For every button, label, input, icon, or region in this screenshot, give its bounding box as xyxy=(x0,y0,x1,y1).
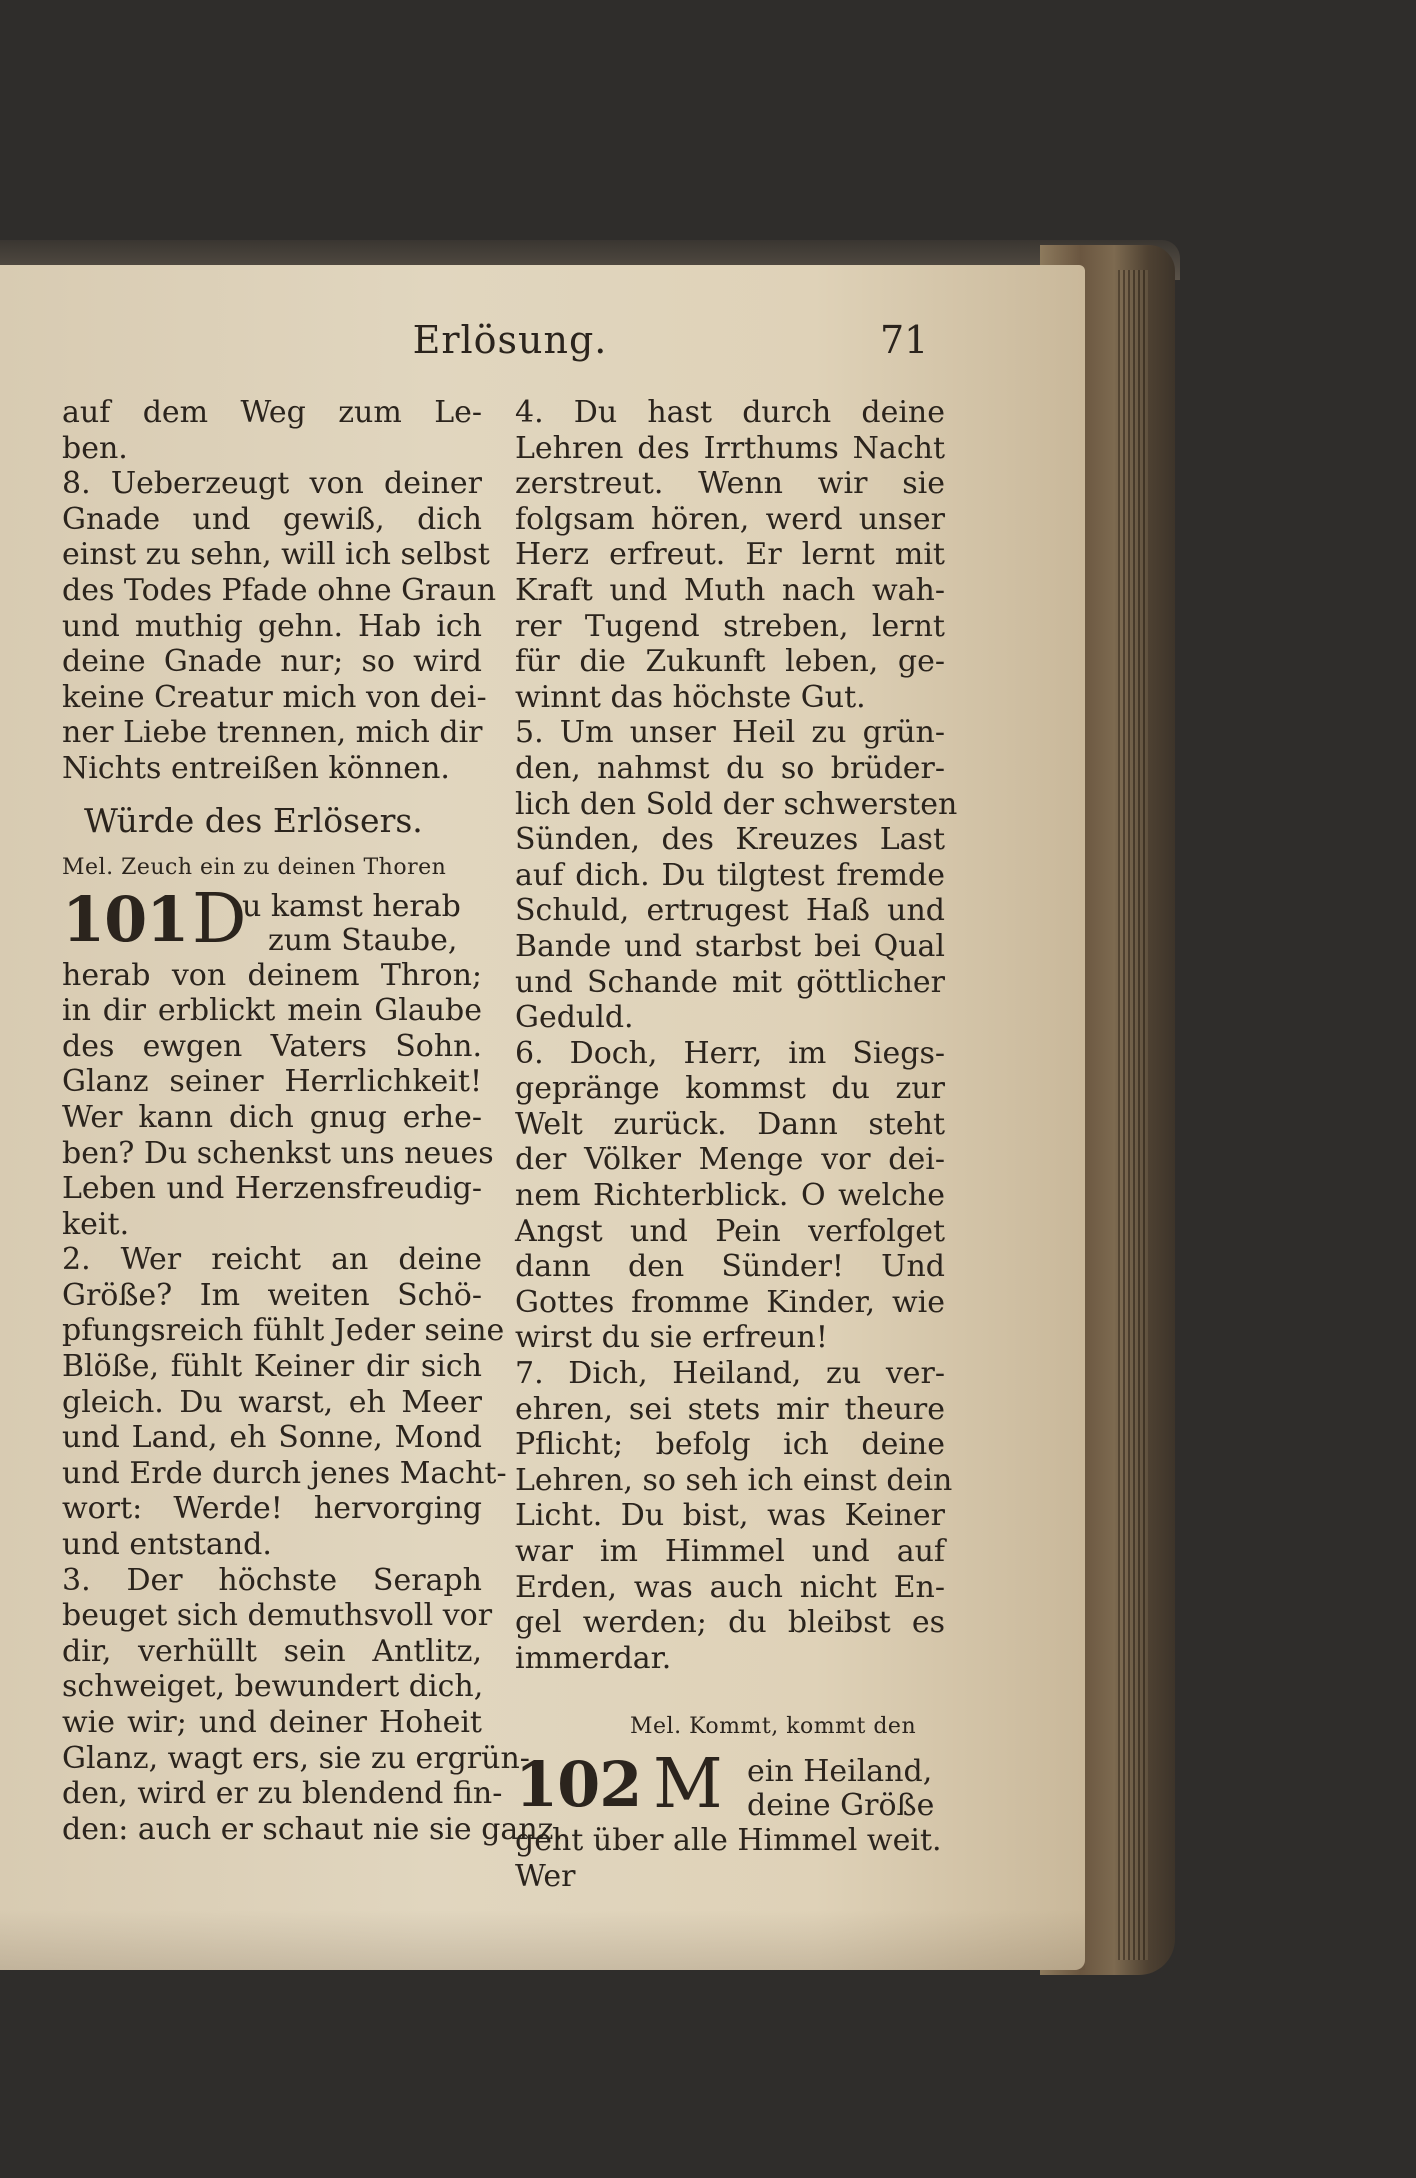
verse-5 xyxy=(515,715,958,1036)
text-line: gleich. Du warst, eh Meer xyxy=(62,1384,482,1420)
text-line: Pflicht; befolg ich deine xyxy=(515,1427,945,1463)
text-line: dann den Sünder! Und xyxy=(515,1249,945,1285)
text-line: pfungsreich fühlt Jeder seine xyxy=(62,1313,505,1349)
verse-2 xyxy=(62,1242,507,1563)
text-line: nem Richterblick. O welche xyxy=(515,1178,945,1214)
text-line: keine Creatur mich von dei- xyxy=(62,679,487,715)
verse-8 xyxy=(62,466,497,786)
running-header: Erlösung. xyxy=(412,318,608,362)
text-line: Schuld, ertrugest Haß und xyxy=(515,893,945,929)
text-line: 4. Du hast durch deine xyxy=(515,395,945,430)
right-column xyxy=(515,395,958,1895)
text-line: Welt zurück. Dann steht xyxy=(515,1106,945,1142)
verse-7 xyxy=(515,1356,953,1676)
catchword: Wer xyxy=(515,1858,576,1894)
text-line: Größe? Im weiten Schö- xyxy=(62,1277,482,1313)
verse-6 xyxy=(515,1036,945,1356)
text-line: herab von deinem Thron; xyxy=(62,957,482,993)
text-line: Leben und Herzensfreudig- xyxy=(62,1171,482,1207)
hymn-number: 102 xyxy=(515,1748,642,1822)
text-line: ner Liebe trennen, mich dir xyxy=(62,715,483,751)
hymn-101-start xyxy=(62,879,482,959)
text-line: Kraft und Muth nach wah- xyxy=(515,572,945,608)
text-line: deine Gnade nur; so wird xyxy=(62,644,482,680)
text-line: Gnade und gewiß, dich xyxy=(62,501,482,537)
text-line: ben. xyxy=(62,430,128,466)
text-line: und Erde durch jenes Macht- xyxy=(62,1455,507,1491)
text-line: der Völker Menge vor dei- xyxy=(515,1142,945,1178)
text-line: Blöße, fühlt Keiner dir sich xyxy=(62,1349,482,1385)
text-line: schweiget, bewundert dich, xyxy=(62,1669,484,1705)
text-line: gepränge kommst du zur xyxy=(515,1071,945,1107)
text-line: Sünden, des Kreuzes Last xyxy=(515,822,945,858)
text-line: 7. Dich, Heiland, zu ver- xyxy=(515,1356,945,1392)
text-line: für die Zukunft leben, ge- xyxy=(515,644,945,680)
text-line: 8. Ueberzeugt von deiner xyxy=(62,466,482,502)
verse-4 xyxy=(515,395,945,715)
text-line: keit. xyxy=(62,1206,130,1242)
text-line: den, nahmst du so brüder- xyxy=(515,750,945,786)
text-line: Geduld. xyxy=(515,1000,634,1036)
text-line: Nichts entreißen können. xyxy=(62,750,450,786)
text-line: wie wir; und deiner Hoheit xyxy=(62,1705,482,1740)
page-number: 71 xyxy=(880,318,929,362)
text-line: und muthig gehn. Hab ich xyxy=(62,608,482,644)
text-line: dir, verhüllt sein Antlitz, xyxy=(62,1633,482,1669)
text-line: beuget sich demuthsvoll vor xyxy=(62,1598,493,1634)
text-line: einst zu sehn, will ich selbst xyxy=(62,537,490,573)
text-line: Angst und Pein verfolget xyxy=(515,1213,945,1249)
text-line: des ewgen Vaters Sohn. xyxy=(62,1028,482,1064)
text-line: folgsam hören, werd unser xyxy=(515,501,945,537)
hymn-102-start xyxy=(515,1745,945,1825)
left-column xyxy=(62,395,563,1847)
text-line: 2. Wer reicht an deine xyxy=(62,1242,482,1278)
text-line: 5. Um unser Heil zu grün- xyxy=(515,715,945,751)
text-line: Lehren des Irrthums Nacht xyxy=(515,430,945,466)
hymn-second-line: zum Staube, xyxy=(268,922,458,958)
text-line: Erden, was auch nicht En- xyxy=(515,1569,945,1605)
text-line: geht über alle Himmel weit. xyxy=(515,1823,942,1859)
text-line: und Schande mit göttlicher xyxy=(515,964,945,1000)
text-line: winnt das höchste Gut. xyxy=(515,679,866,715)
text-line: Lehren, so seh ich einst dein xyxy=(515,1462,953,1498)
text-line: Glanz seiner Herrlichkeit! xyxy=(62,1064,482,1100)
drop-cap-initial: D xyxy=(192,879,247,959)
section-title: Würde des Erlösers. xyxy=(84,800,423,840)
text-line: zerstreut. Wenn wir sie xyxy=(515,466,945,502)
text-line: war im Himmel und auf xyxy=(515,1534,945,1569)
text-line: 3. Der höchste Seraph xyxy=(62,1562,482,1598)
text-line: Licht. Du bist, was Keiner xyxy=(515,1498,945,1534)
text-line: Bande und starbst bei Qual xyxy=(515,928,945,964)
drop-cap-initial: M xyxy=(653,1745,723,1825)
hymn-first-line: u kamst herab xyxy=(242,888,461,924)
text-line: und Land, eh Sonne, Mond xyxy=(62,1420,482,1456)
text-line: auf dich. Du tilgtest fremde xyxy=(515,857,945,893)
text-line: und entstand. xyxy=(62,1527,272,1563)
text-line: 6. Doch, Herr, im Siegs- xyxy=(515,1035,945,1071)
text-line: immerdar. xyxy=(515,1640,672,1676)
hymn-second-line: deine Größe xyxy=(747,1788,935,1824)
text-line: wirst du sie erfreun! xyxy=(515,1320,828,1356)
text-line: Wer kann dich gnug erhe- xyxy=(62,1099,482,1135)
melody-note: Mel. Zeuch ein zu deinen Thoren xyxy=(62,854,447,880)
intro-lines xyxy=(62,395,482,466)
text-line: Gottes fromme Kinder, wie xyxy=(515,1284,945,1320)
text-line: auf dem Weg zum Le- xyxy=(62,395,482,430)
text-line: den: auch er schaut nie sie ganz. xyxy=(62,1811,563,1847)
hymn-number: 101 xyxy=(62,882,189,956)
text-line: rer Tugend streben, lernt xyxy=(515,608,945,644)
text-line: ehren, sei stets mir theure xyxy=(515,1391,945,1427)
text-line: Glanz, wagt ers, sie zu ergrün- xyxy=(62,1740,530,1776)
text-line: ben? Du schenkst uns neues xyxy=(62,1135,494,1171)
verse-1 xyxy=(62,957,494,1243)
text-line: des Todes Pfade ohne Graun xyxy=(62,572,497,608)
page-edge-lines xyxy=(1118,270,1148,1960)
text-line: den, wird er zu blendend fin- xyxy=(62,1776,503,1812)
text-line: gel werden; du bleibst es xyxy=(515,1605,945,1641)
melody-note: Mel. Kommt, kommt den xyxy=(630,1714,917,1740)
verse-3 xyxy=(62,1562,563,1848)
hymn-first-line: ein Heiland, xyxy=(747,1754,933,1790)
text-line: Herz erfreut. Er lernt mit xyxy=(515,537,945,573)
text-line: in dir erblickt mein Glaube xyxy=(62,993,482,1029)
text-line: wort: Werde! hervorging xyxy=(62,1491,482,1527)
text-line: lich den Sold der schwersten xyxy=(515,786,958,822)
